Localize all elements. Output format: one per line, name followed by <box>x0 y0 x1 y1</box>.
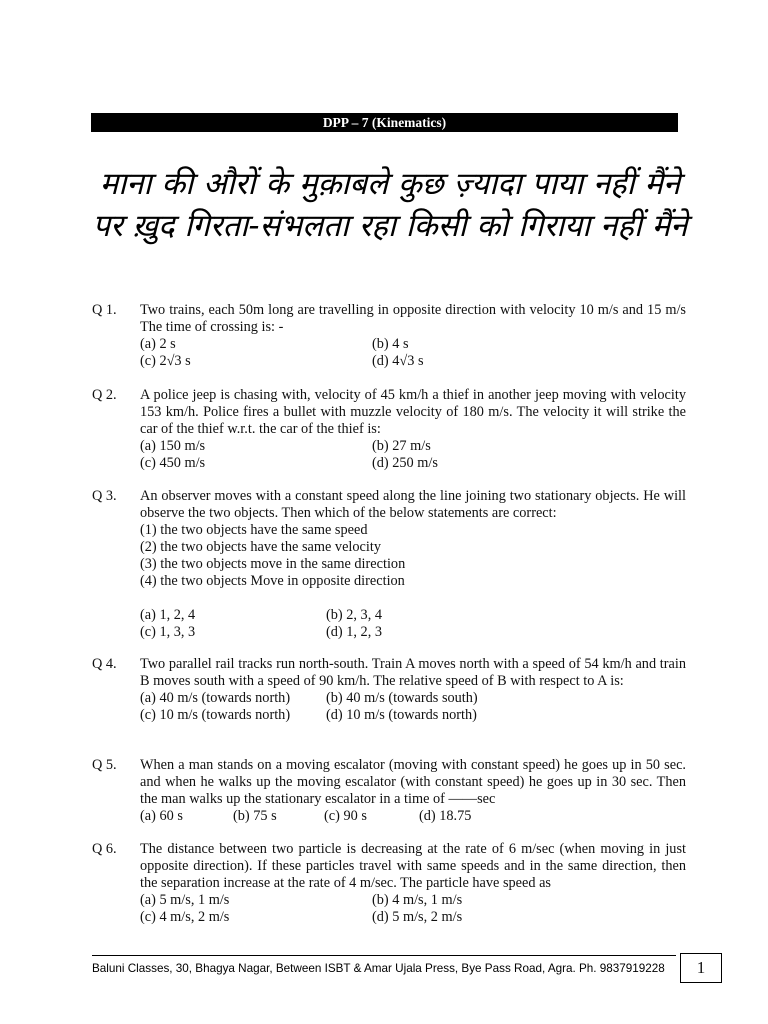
shayari-line-2: पर ख़ुद गिरता-संभलता रहा किसी को गिराया नहीं मैंने <box>92 208 688 244</box>
question-4 <box>92 656 686 724</box>
option-a: (a) 1, 2, 4 <box>140 607 196 623</box>
option-c: (c) 10 m/s (towards north) <box>140 707 291 723</box>
statement-3: (3) the two objects move in the same direction <box>140 556 406 572</box>
option-a: (a) 40 m/s (towards north) <box>140 690 291 706</box>
question-text: A police jeep is chasing with, velocity of 45 km/h a thief in another jeep moving with velocity 153 km/h. Police fires a bullet with muzzle velocity of 180 m/s. The velocity it will strike the car of the thief w.r.t. the car of the thief is: <box>140 387 686 437</box>
option-d: (d) 250 m/s <box>372 455 438 471</box>
options <box>140 438 686 472</box>
option-b: (b) 4 s <box>372 336 409 352</box>
option-d: (d) 5 m/s, 2 m/s <box>372 909 463 925</box>
footer-divider <box>92 955 676 956</box>
options <box>140 690 686 724</box>
option-d: (d) 10 m/s (towards north) <box>326 707 477 723</box>
option-a: (a) 150 m/s <box>140 438 206 454</box>
option-a: (a) 2 s <box>140 336 176 352</box>
options <box>140 892 686 926</box>
question-6 <box>92 841 686 926</box>
question-number: Q 3. <box>92 488 117 504</box>
statement-2: (2) the two objects have the same velocity <box>140 539 381 555</box>
statement-1: (1) the two objects have the same speed <box>140 522 368 538</box>
question-5 <box>92 757 686 825</box>
option-c: (c) 2√3 s <box>140 353 191 369</box>
options <box>140 808 686 825</box>
option-d: (d) 1, 2, 3 <box>326 624 382 640</box>
option-a: (a) 60 s <box>140 808 183 824</box>
option-b: (b) 2, 3, 4 <box>326 607 382 623</box>
question-1 <box>92 302 686 370</box>
statement-4: (4) the two objects Move in opposite direction <box>140 573 405 589</box>
option-d: (d) 18.75 <box>419 808 472 824</box>
question-number: Q 6. <box>92 841 117 857</box>
option-b: (b) 4 m/s, 1 m/s <box>372 892 463 908</box>
option-c: (c) 90 s <box>324 808 367 824</box>
option-c: (c) 4 m/s, 2 m/s <box>140 909 230 925</box>
option-c: (c) 450 m/s <box>140 455 206 471</box>
question-text: An observer moves with a constant speed along the line joining two stationary objects. He will observe the two objects. Then which of the below statements are correct: <box>140 488 686 521</box>
question-text: The distance between two particle is decreasing at the rate of 6 m/sec (when moving in just opposite direction). If these particles travel with same speeds and in the same direction, then the separation increase at the rate of 4 m/sec. The particle have speed as <box>140 841 686 891</box>
option-d: (d) 4√3 s <box>372 353 424 369</box>
question-number: Q 4. <box>92 656 117 672</box>
option-b: (b) 75 s <box>233 808 277 824</box>
question-number: Q 5. <box>92 757 117 773</box>
page-title: DPP – 7 (Kinematics) <box>91 113 678 132</box>
options <box>140 607 686 641</box>
question-text: Two parallel rail tracks run north-south. Train A moves north with a speed of 54 km/h and train B moves south with a speed of 90 km/h. The relative speed of B with respect to A is: <box>140 656 686 689</box>
question-text: Two trains, each 50m long are travelling in opposite direction with velocity 10 m/s and 15 m/s The time of crossing is: - <box>140 302 686 335</box>
shayari-line-1: माना की औरों के मुक़ाबले कुछ ज़्यादा पाया नहीं मैंने <box>99 166 681 202</box>
footer-address: Baluni Classes, 30, Bhagya Nagar, Between ISBT & Amar Ujala Press, Bye Pass Road, Agra. Ph. 9837919228 <box>92 962 665 975</box>
question-3 <box>92 488 686 641</box>
option-b: (b) 40 m/s (towards south) <box>326 690 478 706</box>
question-text: When a man stands on a moving escalator (moving with constant speed) he goes up in 50 sec. and when he walks up the moving escalator (with constant speed) he goes up in 30 sec. Then the man walks up the stationary escalator in a time of ——sec <box>140 757 686 807</box>
option-b: (b) 27 m/s <box>372 438 431 454</box>
options <box>140 336 686 370</box>
option-c: (c) 1, 3, 3 <box>140 624 196 640</box>
option-a: (a) 5 m/s, 1 m/s <box>140 892 230 908</box>
question-2 <box>92 387 686 472</box>
question-number: Q 1. <box>92 302 117 318</box>
page-number: 1 <box>680 953 722 983</box>
question-number: Q 2. <box>92 387 117 403</box>
